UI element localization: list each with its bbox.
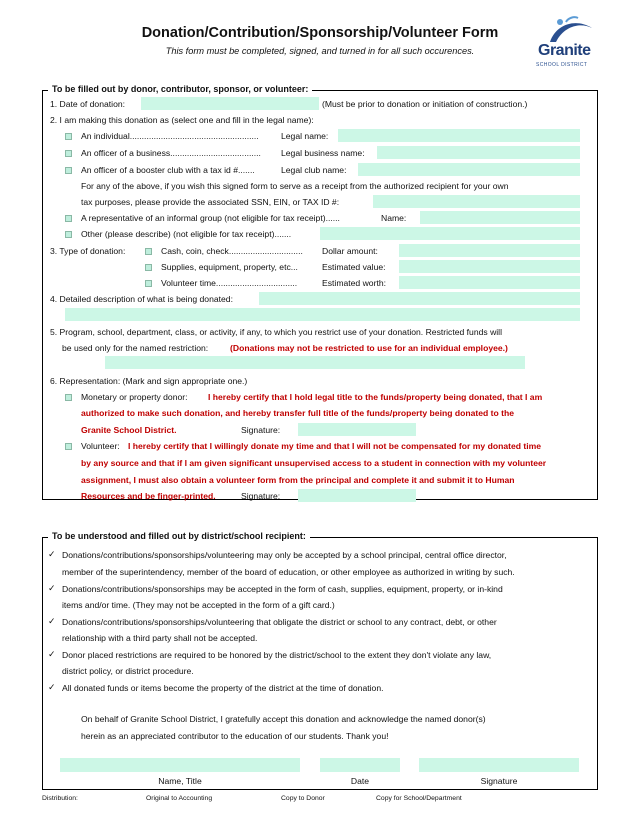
booster-checkbox[interactable] [65,167,72,174]
monetary-checkbox[interactable] [65,394,72,401]
check-icon: ✓ [48,549,56,559]
volunteer-signature-label: Signature: [241,491,281,501]
estimated-value-label: Estimated value: [322,262,386,272]
distribution-label: Distribution: [42,795,78,802]
individual-checkbox[interactable] [65,133,72,140]
legal-club-name-field[interactable] [358,163,580,176]
opt-business: An officer of a business...................................... [81,148,261,158]
q6-label: 6. Representation: (Mark and sign appropriate one.) [50,376,248,386]
rep-monetary-text-3: Granite School District. [81,425,177,435]
signature-label: Signature [480,776,518,786]
rep-volunteer-text-2: by any source and that if I am given significant unsupervised access to a student in connection with my volunteer [81,458,547,468]
check-icon: ✓ [48,649,56,659]
distribution-original: Original to Accounting [146,795,213,802]
receipt-line1: For any of the above, if you wish this signed form to serve as a receipt from the authorized recipient for your own [81,181,509,191]
date-of-donation-field[interactable] [141,97,319,110]
opt-informal: A representative of an informal group (not eligible for tax receipt)...... [81,213,340,223]
distribution-copy-donor: Copy to Donor [281,795,325,802]
q4-label: 4. Detailed description of what is being donated: [50,294,233,304]
bullet-2-line-2: items and/or time. (They may not be accepted in the form of a gift card.) [62,600,335,610]
recipient-signature-field[interactable] [419,758,579,772]
type-supplies: Supplies, equipment, property, etc... [161,262,298,272]
date-label: Date [350,776,370,786]
informal-checkbox[interactable] [65,215,72,222]
cash-checkbox[interactable] [145,248,152,255]
dollar-amount-label: Dollar amount: [322,246,378,256]
monetary-signature-field[interactable] [298,423,416,436]
acceptance-line-1: On behalf of Granite School District, I gratefully accept this donation and acknowledge the named donor(s) [81,714,486,724]
recipient-name-title-field[interactable] [60,758,300,772]
other-checkbox[interactable] [65,231,72,238]
bullet-5-line-1: All donated funds or items become the property of the district at the time of donation. [62,683,384,693]
recipient-section-title: To be understood and filled out by district/school recipient: [48,531,310,541]
volunteer-checkbox[interactable] [65,443,72,450]
tax-id-field[interactable] [373,195,580,208]
bullet-1-line-2: member of the superintendency, member of the board of education, or other employee as authorized in writing by such. [62,567,515,577]
legal-business-name-label: Legal business name: [281,148,365,158]
check-icon: ✓ [48,616,56,626]
legal-club-name-label: Legal club name: [281,165,347,175]
check-icon: ✓ [48,682,56,692]
rep-volunteer-label: Volunteer: [81,441,120,451]
logo-text: Granite [538,42,591,59]
donor-section-title: To be filled out by donor, contributor, sponsor, or volunteer: [48,84,312,94]
description-field-2[interactable] [65,308,580,321]
q2-label: 2. I am making this donation as (select one and fill in the legal name): [50,115,314,125]
supplies-checkbox[interactable] [145,264,152,271]
logo-swoosh-icon [536,14,598,44]
q1-label: 1. Date of donation: [50,99,126,109]
bullet-3-line-1: Donations/contributions/sponsorships/volunteering that obligate the district or school to any contract, debt, or other [62,617,497,627]
distribution-copy-school: Copy for School/Department [376,795,462,802]
volunteer-signature-field[interactable] [298,489,416,502]
rep-volunteer-text-4: Resources and be finger-printed. [81,491,216,501]
bullet-4-line-1: Donor placed restrictions are required to be honored by the district/school to the extent they don't violate any law, [62,650,492,660]
opt-other: Other (please describe) (not eligible for tax receipt)....... [81,229,292,239]
q5-line1: 5. Program, school, department, class, or activity, if any, to which you restrict use of your donation. Restricted funds will [50,327,503,337]
form-subtitle: This form must be completed, signed, and turned in for all such occurences. [165,46,475,56]
q5-restriction-note: (Donations may not be restricted to use for an individual employee.) [230,343,508,353]
name-title-label: Name, Title [158,776,202,786]
other-description-field[interactable] [320,227,580,240]
dollar-amount-field[interactable] [399,244,580,257]
logo-subtext: SCHOOL DISTRICT [536,62,588,68]
informal-name-field[interactable] [420,211,580,224]
legal-name-label: Legal name: [281,131,329,141]
bullet-2-line-1: Donations/contributions/sponsorships may be accepted in the form of cash, supplies, equipment, property, or in-kind [62,584,503,594]
q5-line2: be used only for the named restriction: [62,343,209,353]
rep-volunteer-text-1: I hereby certify that I willingly donate my time and that I will not be compensated for my donated time [128,441,542,451]
recipient-date-field[interactable] [320,758,400,772]
form-title: Donation/Contribution/Sponsorship/Volunteer Form [141,25,499,41]
rep-monetary-text-1: I hereby certify that I hold legal title to the funds/property being donated, that I am [208,392,543,402]
legal-name-field[interactable] [338,129,580,142]
bullet-1-line-1: Donations/contributions/sponsorships/volunteering may only be accepted by a school principal, central office director, [62,550,507,560]
monetary-signature-label: Signature: [241,425,281,435]
bullet-3-line-2: relationship with a third party shall not be accepted. [62,633,258,643]
type-volunteer: Volunteer time.................................. [161,278,298,288]
estimated-worth-label: Estimated worth: [322,278,386,288]
description-field-1[interactable] [259,292,580,305]
q3-label: 3. Type of donation: [50,246,126,256]
bullet-4-line-2: district policy, or district procedure. [62,666,194,676]
legal-business-name-field[interactable] [377,146,580,159]
estimated-value-field[interactable] [399,260,580,273]
acceptance-line-2: herein as an appreciated contributor to the education of our students. Thank you! [81,731,389,741]
q1-note: (Must be prior to donation or initiation of construction.) [322,99,528,109]
rep-monetary-label: Monetary or property donor: [81,392,188,402]
receipt-line2: tax purposes, please provide the associated SSN, EIN, or TAX ID #: [81,197,340,207]
rep-monetary-text-2: authorized to make such donation, and hereby transfer full title of the funds/property being donated to the [81,408,515,418]
volunteer-time-checkbox[interactable] [145,280,152,287]
informal-name-label: Name: [381,213,407,223]
opt-individual: An individual...................................................... [81,131,259,141]
estimated-worth-field[interactable] [399,276,580,289]
granite-logo [536,14,598,76]
type-cash: Cash, coin, check............................... [161,246,303,256]
opt-booster: An officer of a booster club with a tax id #....... [81,165,255,175]
check-icon: ✓ [48,583,56,593]
rep-volunteer-text-3: assignment, I must also obtain a volunteer form from the principal and complete it and submit it to Human [81,475,515,485]
business-checkbox[interactable] [65,150,72,157]
restriction-field[interactable] [105,356,525,369]
